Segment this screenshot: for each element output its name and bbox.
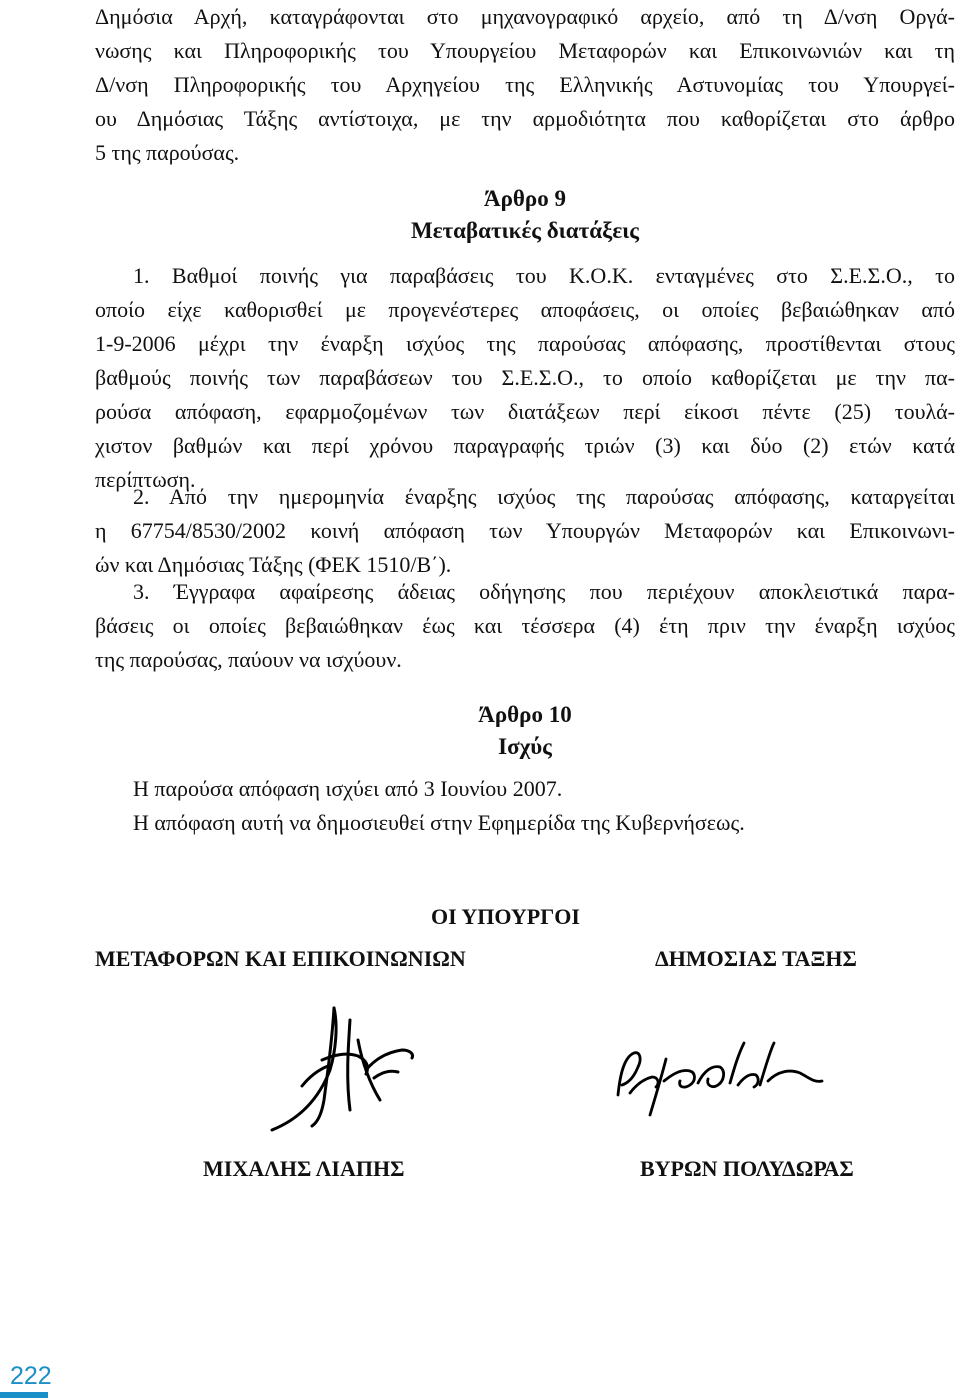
text-line: της παρούσας, παύουν να ισχύουν. — [95, 647, 402, 672]
minister-right-title: ΔΗΜΟΣΙΑΣ ΤΑΞΗΣ — [655, 946, 857, 971]
page-number: 222 — [10, 1362, 52, 1390]
minister-left-title: ΜΕΤΑΦΟΡΩΝ ΚΑΙ ΕΠΙΚΟΙΝΩΝΙΩΝ — [95, 946, 466, 971]
signature-right — [610, 1035, 830, 1125]
publication-line: Η απόφαση αυτή να δημοσιευθεί στην Εφημερίδα της Κυβερνήσεως. — [133, 810, 745, 835]
minister-right-name: ΒΥΡΩΝ ΠΟΛΥΔΩΡΑΣ — [640, 1156, 854, 1181]
text-line: Δ/νση Πληροφορικής του Αρχηγείου της Ελληνικής Αστυνομίας του Υπουργεί- — [95, 72, 955, 97]
intro-paragraph — [95, 0, 955, 170]
text-line: ου Δημόσιας Τάξης αντίστοιχα, με την αρμοδιότητα που καθορίζεται στο άρθρο — [95, 106, 955, 131]
article-9-title: Μεταβατικές διατάξεις — [411, 218, 639, 243]
text-line: χιστον βαθμών και περί χρόνου παραγραφής τριών (3) και δύο (2) ετών κατά — [95, 433, 955, 458]
effective-date-line: Η παρούσα απόφαση ισχύει από 3 Ιουνίου 2007. — [133, 776, 563, 801]
text-line: ρούσα απόφαση, εφαρμοζομένων των διατάξεων περί είκοσι πέντε (25) τουλά- — [95, 399, 955, 424]
text-line: 1-9-2006 μέχρι την έναρξη ισχύος της παρούσας απόφασης, προστίθενται στους — [95, 331, 955, 356]
article-9-number: Άρθρο 9 — [484, 186, 566, 211]
signature-left — [262, 1000, 422, 1140]
text-line: οποίο είχε καθορισθεί με προγενέστερες αποφάσεις, οι οποίες βεβαιώθηκαν από — [95, 297, 955, 322]
article-10-number: Άρθρο 10 — [478, 702, 572, 727]
text-line: 5 της παρούσας. — [95, 140, 240, 165]
article-9-paragraph-1 — [95, 259, 955, 497]
text-line: βαθμούς ποινής των παραβάσεων του Σ.Ε.Σ.Ο., το οποίο καθορίζεται με την πα- — [95, 365, 955, 390]
text-line: περίπτωση. — [95, 467, 196, 492]
ministers-heading: ΟΙ ΥΠΟΥΡΓΟΙ — [431, 904, 580, 929]
minister-left-name: ΜΙΧΑΛΗΣ ΛΙΑΠΗΣ — [203, 1156, 405, 1181]
article-10-title: Ισχύς — [498, 734, 552, 759]
text-line: βάσεις οι οποίες βεβαιώθηκαν έως και τέσσερα (4) έτη πριν την έναρξη ισχύος — [95, 613, 955, 638]
text-line: 2. Από την ημερομηνία έναρξης ισχύος της παρούσας απόφασης, καταργείται — [133, 484, 955, 509]
text-line: 3. Έγγραφα αφαίρεσης άδειας οδήγησης που περιέχουν αποκλειστικά παρα- — [133, 579, 955, 604]
article-9-paragraph-3 — [95, 575, 955, 677]
text-line: η 67754/8530/2002 κοινή απόφαση των Υπουργών Μεταφορών και Επικοινωνι- — [95, 518, 955, 543]
text-line: νωσης και Πληροφορικής του Υπουργείου Μεταφορών και Επικοινωνιών και τη — [95, 38, 955, 63]
page-accent-bar — [0, 1392, 48, 1398]
text-line: 1. Βαθμοί ποινής για παραβάσεις του Κ.Ο.Κ. ενταγμένες στο Σ.Ε.Σ.Ο., το — [133, 263, 955, 288]
text-line: Δημόσια Αρχή, καταγράφονται στο μηχανογραφικό αρχείο, από τη Δ/νση Οργά- — [95, 4, 955, 29]
text-line: ών και Δημόσιας Τάξης (ΦΕΚ 1510/Β΄). — [95, 552, 452, 577]
article-9-paragraph-2 — [95, 480, 955, 582]
